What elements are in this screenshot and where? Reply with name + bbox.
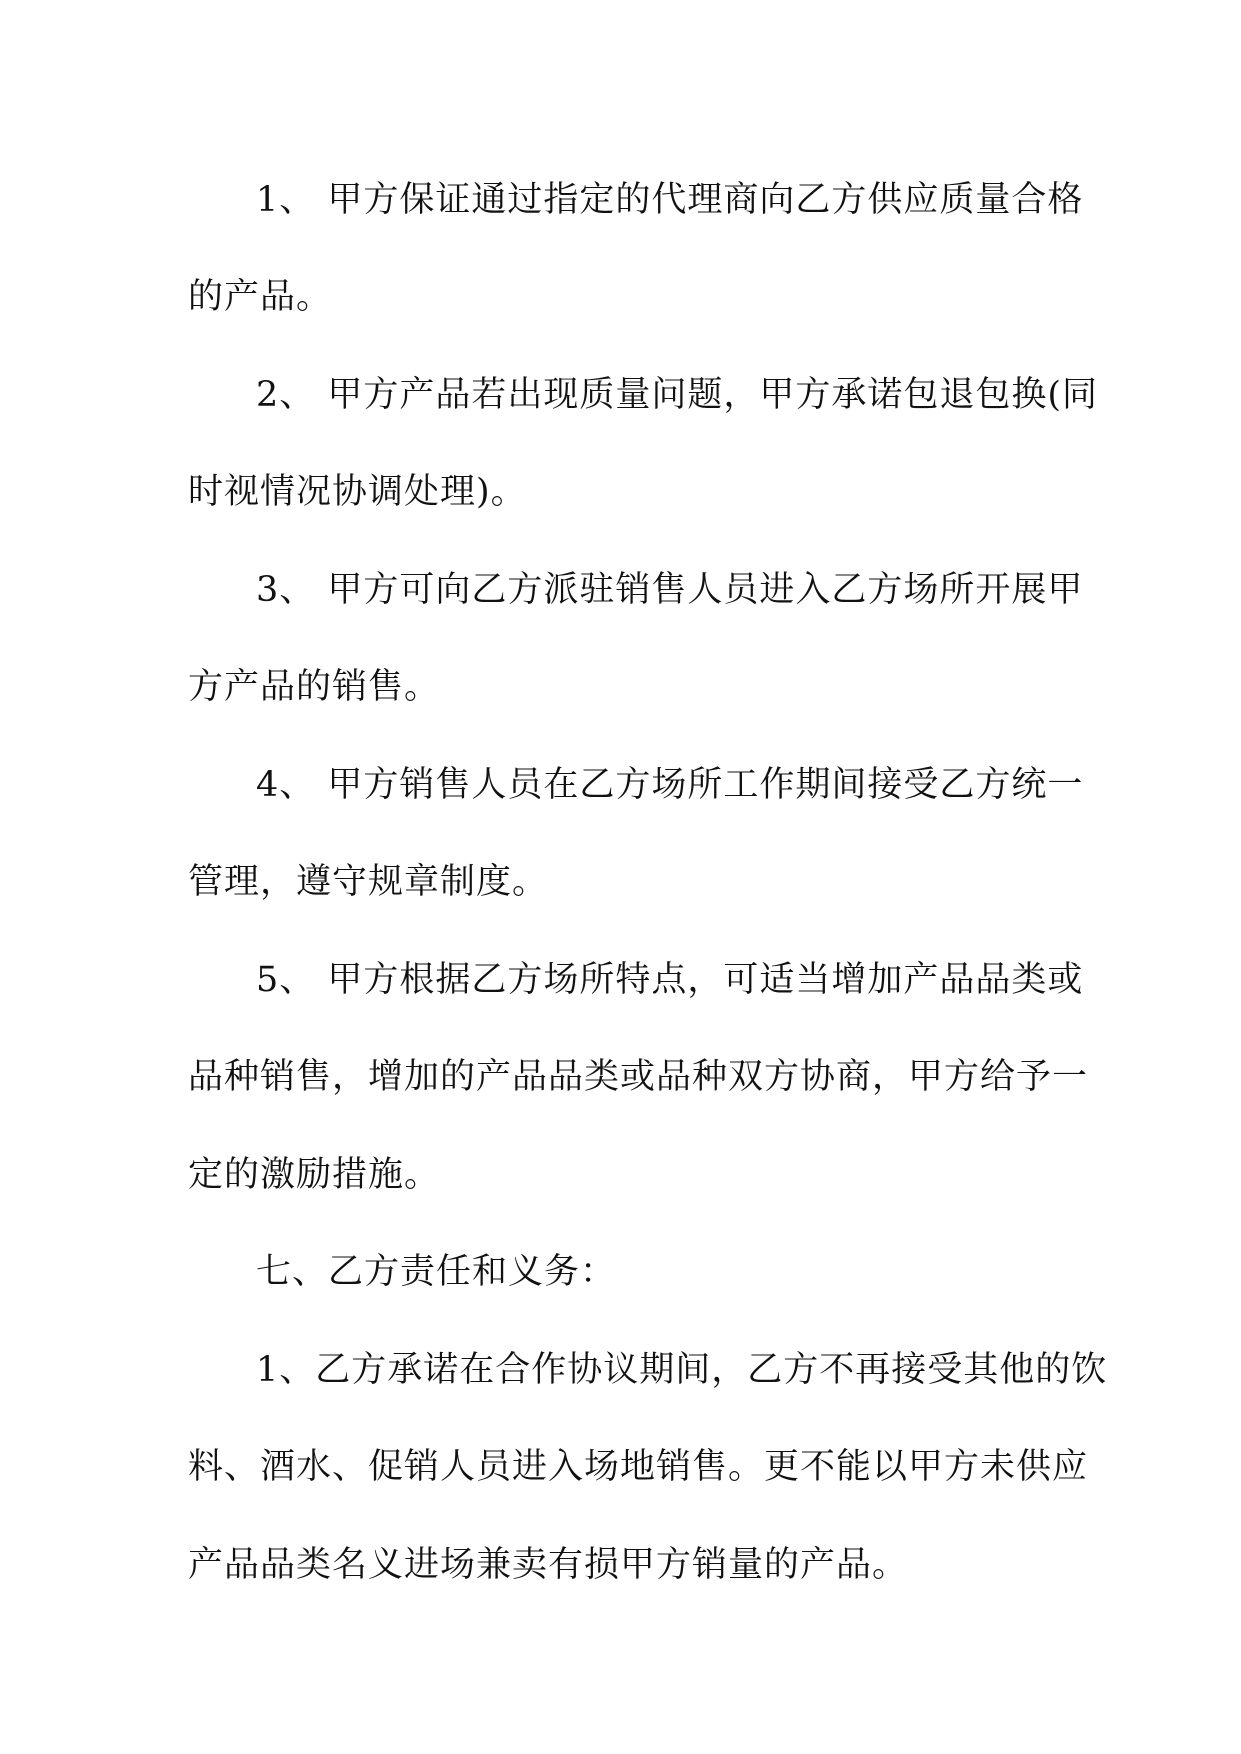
party-b-clause-1-line-3: 产品品类名义进场兼卖有损甲方销量的产品。: [188, 1545, 909, 1585]
section-heading: 七、乙方责任和义务：: [256, 1252, 617, 1292]
clause-5-line-3: 定的激励措施。: [188, 1155, 441, 1195]
clause-3-line-1: 3、 甲方可向乙方派驻销售人员进入乙方场所开展甲: [256, 570, 1084, 610]
clause-3-line-2: 方产品的销售。: [188, 667, 441, 707]
party-b-clause-1-line-1: 1、乙方承诺在合作协议期间，乙方不再接受其他的饮: [256, 1350, 1108, 1390]
clause-2-line-2: 时视情况协调处理)。: [188, 472, 527, 512]
clause-4-line-2: 管理，遵守规章制度。: [188, 862, 549, 902]
clause-4-line-1: 4、 甲方销售人员在乙方场所工作期间接受乙方统一: [256, 765, 1084, 805]
clause-5-line-2: 品种销售，增加的产品品类或品种双方协商，甲方给予一: [188, 1057, 1089, 1097]
clause-1-line-1: 1、 甲方保证通过指定的代理商向乙方供应质量合格: [256, 180, 1084, 220]
clause-2-line-1: 2、 甲方产品若出现质量问题，甲方承诺包退包换(同: [256, 375, 1099, 415]
clause-5-line-1: 5、 甲方根据乙方场所特点，可适当增加产品品类或: [256, 960, 1084, 1000]
clause-1-line-2: 的产品。: [188, 277, 333, 317]
party-b-clause-1-line-2: 料、酒水、促销人员进入场地销售。更不能以甲方未供应: [188, 1447, 1089, 1487]
